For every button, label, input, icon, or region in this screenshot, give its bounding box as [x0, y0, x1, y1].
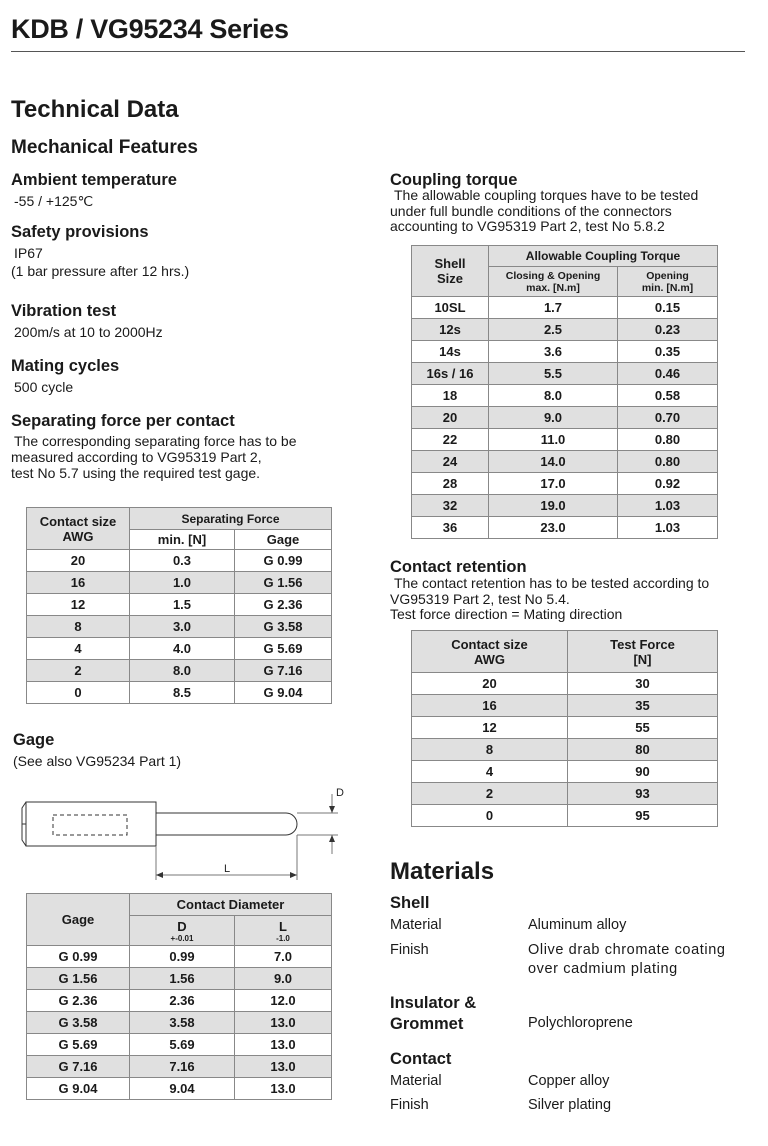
table-row — [27, 616, 332, 638]
header-line: Closing & Opening — [505, 269, 601, 282]
table-cell: 13.0 — [235, 1012, 332, 1034]
table-cell: 9.04 — [130, 1078, 235, 1100]
table-cell: 17.0 — [489, 473, 618, 495]
table-row — [27, 594, 332, 616]
insulator-heading: Insulator & — [390, 994, 477, 1012]
table-row — [412, 319, 718, 341]
header-tolerance: -1.0 — [276, 933, 290, 943]
shell-finish-label: Finish — [390, 942, 429, 958]
mechanical-features-heading: Mechanical Features — [11, 137, 198, 158]
table-cell: G 2.36 — [27, 990, 130, 1012]
table-header — [489, 267, 618, 297]
table-row — [412, 695, 718, 717]
header-line: D — [177, 918, 187, 934]
table-row — [27, 1078, 332, 1100]
table-row — [27, 946, 332, 968]
table-cell: G 2.36 — [235, 594, 332, 616]
table-cell: 4.0 — [130, 638, 235, 660]
table-cell: 8.5 — [130, 682, 235, 704]
table-cell: 16 — [412, 695, 568, 717]
table-cell: 4 — [27, 638, 130, 660]
table-cell: 1.7 — [489, 297, 618, 319]
dim-l-label: L — [224, 863, 231, 875]
table-cell: G 0.99 — [235, 550, 332, 572]
table-cell: G 5.69 — [235, 638, 332, 660]
header-line: Contact size — [39, 513, 117, 529]
table-cell: 0.3 — [130, 550, 235, 572]
table-cell: G 7.16 — [235, 660, 332, 682]
table-row — [27, 660, 332, 682]
shell-finish-value: Olive drab chromate coating — [528, 942, 726, 958]
header-line: Contact size — [451, 636, 528, 652]
table-cell: 0.46 — [618, 363, 718, 385]
safety-provisions-label: Safety provisions — [11, 223, 149, 241]
table-cell: 32 — [412, 495, 489, 517]
gage-hidden-bore — [53, 815, 127, 835]
table-cell: 1.5 — [130, 594, 235, 616]
table-row — [27, 682, 332, 704]
separating-force-desc — [11, 433, 297, 481]
dim-l-arrow-left — [156, 872, 163, 878]
table-row — [27, 990, 332, 1012]
table-cell: 2 — [27, 660, 130, 682]
table-header: Gage — [235, 530, 332, 550]
table-header: min. [N] — [130, 530, 235, 550]
coupling-torque-table — [411, 245, 718, 539]
dim-d-label: D — [336, 787, 344, 799]
table-cell: 12 — [27, 594, 130, 616]
contact-finish-label: Finish — [390, 1097, 429, 1113]
technical-data-heading: Technical Data — [11, 96, 179, 123]
table-cell: 20 — [27, 550, 130, 572]
shell-material-label: Material — [390, 917, 442, 933]
table-row — [412, 385, 718, 407]
safety-provisions-note: (1 bar pressure after 12 hrs.) — [11, 263, 190, 279]
table-cell: 1.03 — [618, 495, 718, 517]
table-header — [412, 246, 489, 297]
table-cell: 2.36 — [130, 990, 235, 1012]
table-header: Separating Force — [130, 508, 332, 530]
contact-finish-value: Silver plating — [528, 1097, 612, 1113]
table-cell: 3.6 — [489, 341, 618, 363]
table-cell: 8.0 — [130, 660, 235, 682]
table-row — [412, 739, 718, 761]
table-row — [27, 1012, 332, 1034]
contact-material-label: Material — [390, 1073, 442, 1089]
table-cell: 8.0 — [489, 385, 618, 407]
table-cell: 1.56 — [130, 968, 235, 990]
table-cell: 8 — [412, 739, 568, 761]
table-cell: 14s — [412, 341, 489, 363]
table-cell: 0.99 — [130, 946, 235, 968]
table-cell: 2 — [412, 783, 568, 805]
table-cell: 13.0 — [235, 1078, 332, 1100]
table-cell: 2.5 — [489, 319, 618, 341]
table-cell: 11.0 — [489, 429, 618, 451]
table-cell: G 1.56 — [27, 968, 130, 990]
gage-drawing — [18, 782, 358, 882]
table-cell: 3.0 — [130, 616, 235, 638]
table-cell: 3.58 — [130, 1012, 235, 1034]
separating-force-label: Separating force per contact — [11, 412, 235, 430]
table-cell: 5.69 — [130, 1034, 235, 1056]
contact-retention-label: Contact retention — [390, 558, 527, 576]
coupling-line: accounting to VG95319 Part 2, test No 5.8.2 — [390, 218, 665, 234]
table-cell: G 1.56 — [235, 572, 332, 594]
table-row — [412, 473, 718, 495]
table-cell: 93 — [568, 783, 718, 805]
gage-handle — [26, 802, 156, 846]
gage-table — [26, 893, 332, 1100]
header-tolerance: +-0.01 — [170, 933, 194, 943]
table-cell: 1.03 — [618, 517, 718, 539]
table-header — [27, 508, 130, 550]
table-cell: 55 — [568, 717, 718, 739]
table-cell: 19.0 — [489, 495, 618, 517]
mating-cycles-label: Mating cycles — [11, 357, 120, 375]
coupling-line: The allowable coupling torques have to be tested — [394, 187, 699, 203]
separating-force-line: measured according to VG95319 Part 2, — [11, 449, 262, 465]
header-line: AWG — [473, 651, 506, 667]
table-cell: 20 — [412, 673, 568, 695]
contact-retention-desc — [390, 576, 709, 623]
table-cell: 12 — [412, 717, 568, 739]
table-header — [412, 631, 568, 673]
title-rule — [11, 51, 745, 52]
table-row — [412, 805, 718, 827]
header-line: Size — [436, 271, 463, 286]
dim-d-arrow-top — [329, 806, 335, 813]
table-row — [412, 517, 718, 539]
contact-retention-table — [411, 630, 718, 827]
table-cell: 35 — [568, 695, 718, 717]
header-line: [N] — [633, 651, 652, 667]
table-cell: G 9.04 — [235, 682, 332, 704]
table-cell: 22 — [412, 429, 489, 451]
table-cell: 80 — [568, 739, 718, 761]
table-cell: 0.58 — [618, 385, 718, 407]
ambient-temperature-label: Ambient temperature — [11, 171, 177, 189]
table-cell: 13.0 — [235, 1034, 332, 1056]
contact-heading: Contact — [390, 1050, 452, 1068]
table-cell: 0.80 — [618, 451, 718, 473]
header-line: max. [N.m] — [526, 281, 580, 294]
table-header: Gage — [27, 894, 130, 946]
separating-force-table — [26, 507, 332, 704]
page-title: KDB / VG95234 Series — [11, 14, 289, 44]
table-cell: G 3.58 — [235, 616, 332, 638]
table-row — [412, 407, 718, 429]
table-cell: 4 — [412, 761, 568, 783]
table-row — [412, 363, 718, 385]
separating-force-line: test No 5.7 using the required test gage. — [11, 465, 261, 481]
table-cell: 7.0 — [235, 946, 332, 968]
table-cell: 5.5 — [489, 363, 618, 385]
header-line: min. [N.m] — [641, 281, 694, 294]
table-cell: 0.23 — [618, 319, 718, 341]
vibration-test-value: 200m/s at 10 to 2000Hz — [14, 324, 163, 340]
table-header — [568, 631, 718, 673]
table-cell: G 7.16 — [27, 1056, 130, 1078]
table-row — [412, 761, 718, 783]
gage-note: (See also VG95234 Part 1) — [13, 753, 182, 769]
table-cell: 14.0 — [489, 451, 618, 473]
table-cell: 0.80 — [618, 429, 718, 451]
table-cell: 16 — [27, 572, 130, 594]
insulator-value: Polychloroprene — [528, 1015, 633, 1031]
retention-line: VG95319 Part 2, test No 5.4. — [390, 590, 570, 607]
table-header: Allowable Coupling Torque — [489, 246, 718, 267]
header-line: L — [279, 918, 287, 934]
table-cell: 13.0 — [235, 1056, 332, 1078]
table-row — [27, 1034, 332, 1056]
table-cell: G 0.99 — [27, 946, 130, 968]
gage-pin — [156, 813, 297, 835]
table-cell: G 9.04 — [27, 1078, 130, 1100]
table-row — [412, 673, 718, 695]
separating-force-line: The corresponding separating force has to be — [14, 433, 297, 449]
table-header — [130, 916, 235, 946]
header-line: Opening — [646, 269, 689, 282]
table-row — [412, 451, 718, 473]
grommet-heading: Grommet — [390, 1015, 464, 1033]
table-cell: 24 — [412, 451, 489, 473]
table-cell: 0.70 — [618, 407, 718, 429]
table-row — [412, 429, 718, 451]
table-cell: 7.16 — [130, 1056, 235, 1078]
table-cell: G 3.58 — [27, 1012, 130, 1034]
table-cell: 10SL — [412, 297, 489, 319]
header-line: Test Force — [610, 636, 675, 652]
table-cell: 12.0 — [235, 990, 332, 1012]
table-header: Contact Diameter — [130, 894, 332, 916]
table-cell: 18 — [412, 385, 489, 407]
table-row — [412, 717, 718, 739]
mating-cycles-value: 500 cycle — [14, 379, 74, 395]
table-cell: 23.0 — [489, 517, 618, 539]
retention-line: Test force direction = Mating direction — [390, 606, 623, 622]
table-cell: 12s — [412, 319, 489, 341]
materials-heading: Materials — [390, 858, 495, 885]
table-cell: 16s / 16 — [412, 363, 489, 385]
coupling-line: under full bundle conditions of the connectors — [390, 202, 672, 219]
table-cell: 28 — [412, 473, 489, 495]
table-row — [27, 638, 332, 660]
table-row — [27, 572, 332, 594]
header-line: Shell — [434, 256, 466, 271]
table-header — [235, 916, 332, 946]
dim-l-arrow-right — [290, 872, 297, 878]
table-row — [412, 495, 718, 517]
gage-label: Gage — [13, 731, 55, 749]
table-row — [27, 1056, 332, 1078]
safety-provisions-value: IP67 — [14, 245, 43, 261]
ambient-temperature-value: -55 / +125℃ — [14, 193, 94, 209]
table-row — [412, 783, 718, 805]
contact-material-value: Copper alloy — [528, 1073, 610, 1089]
shell-material-value: Aluminum alloy — [528, 917, 627, 933]
table-cell: 0 — [412, 805, 568, 827]
coupling-torque-desc — [390, 188, 698, 235]
table-cell: 20 — [412, 407, 489, 429]
table-row — [27, 550, 332, 572]
table-cell: 0 — [27, 682, 130, 704]
table-cell: 9.0 — [235, 968, 332, 990]
table-cell: 30 — [568, 673, 718, 695]
shell-heading: Shell — [390, 894, 430, 912]
table-cell: 9.0 — [489, 407, 618, 429]
table-cell: 0.15 — [618, 297, 718, 319]
coupling-torque-label: Coupling torque — [390, 171, 518, 189]
table-row — [27, 968, 332, 990]
table-row — [412, 297, 718, 319]
table-cell: G 5.69 — [27, 1034, 130, 1056]
table-cell: 0.35 — [618, 341, 718, 363]
dim-d-arrow-bottom — [329, 835, 335, 842]
table-cell: 8 — [27, 616, 130, 638]
retention-line: The contact retention has to be tested according to — [394, 575, 710, 591]
table-cell: 36 — [412, 517, 489, 539]
shell-finish-value-cont: over cadmium plating — [528, 961, 678, 977]
table-row — [412, 341, 718, 363]
table-header — [618, 267, 718, 297]
table-cell: 0.92 — [618, 473, 718, 495]
vibration-test-label: Vibration test — [11, 302, 117, 320]
table-cell: 1.0 — [130, 572, 235, 594]
table-cell: 90 — [568, 761, 718, 783]
table-cell: 95 — [568, 805, 718, 827]
header-line: AWG — [62, 528, 94, 544]
